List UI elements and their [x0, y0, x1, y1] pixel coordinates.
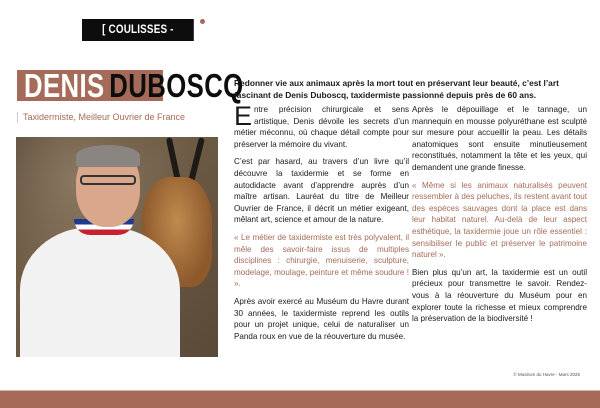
last-name: DUBOSCQ — [109, 67, 244, 104]
person-hair — [76, 145, 140, 167]
page-title — [24, 66, 244, 106]
photo-credit: © Muséum du Havre - Mars 2025 — [513, 372, 580, 377]
paragraph-text: ntre précision chirurgicale et sens artistique, Denis dévoile les secrets d’un métier méconnu, où chaque détail compte pour préserver la mémoire du vivant. — [234, 105, 409, 149]
subtitle: Taxidermiste, Meilleur Ouvrier de France — [17, 112, 185, 123]
pull-quote: « Le métier de taxidermiste est très polyvalent, il mêle des savoir-faire issus de multiples disciplines : chirurgie, menuiserie, sculpture, modelage, moulage, peinture et même soudure ! ». — [234, 232, 409, 289]
accent-dot — [200, 19, 205, 24]
dropcap: E — [234, 101, 253, 131]
chef-coat — [20, 227, 180, 357]
first-name: DENIS — [24, 67, 105, 104]
paragraph: C’est par hasard, au travers d’un livre qu’il découvre la taxidermie et se forme en autodidacte avant d’apprendre auprès d’un maître artisan. Lauréat du titre de Meilleur Ouvrier de France, il décrit un métier exigeant, mêlant art, science et amour de la nature. — [234, 157, 409, 225]
glasses — [80, 175, 136, 185]
section-tag: [ COULISSES - PORTRAIT ] — [82, 19, 194, 41]
paragraph — [234, 101, 409, 150]
article-column-2 — [412, 104, 587, 331]
paragraph: Après le dépouillage et le tannage, un mannequin en mousse polyuréthane est sculpté sur mesure pour accueillir la peau. Les détails anatomiques sont ensuite minutieusement reconstitués, notamment la tête et les yeux, qui demandent une grande finesse. — [412, 105, 587, 172]
portrait-photo — [16, 137, 218, 357]
lead-paragraph: Redonner vie aux animaux après la mort tout en préservant leur beauté, c’est l’art fascinant de Denis Duboscq, taxidermiste passionné depuis près de 60 ans. — [234, 78, 559, 100]
pull-quote: « Même si les animaux naturalisés peuvent ressembler à des peluches, ils restent avant tout des espèces sauvages dont la place est dans leur habitat naturel. Au-delà de leur aspect esthétique, la taxidermie joue un rôle essentiel : sensibiliser le public et préserver le patrimoine naturel ». — [412, 180, 587, 260]
paragraph: Après avoir exercé au Muséum du Havre durant 30 années, le taxidermiste reprend les outils pour un projet unique, celui de naturaliser un Panda roux en vue de la réouverture du musée. — [234, 296, 409, 341]
footer-bar — [0, 390, 600, 408]
paragraph: Bien plus qu’un art, la taxidermie est un outil précieux pour transmettre le savoir. Rendez-vous à la réouverture du Muséum pour en explorer toute la richesse et mieux comprendre la préservation de la biodiversité ! — [412, 267, 587, 324]
article-column-1 — [234, 101, 409, 348]
